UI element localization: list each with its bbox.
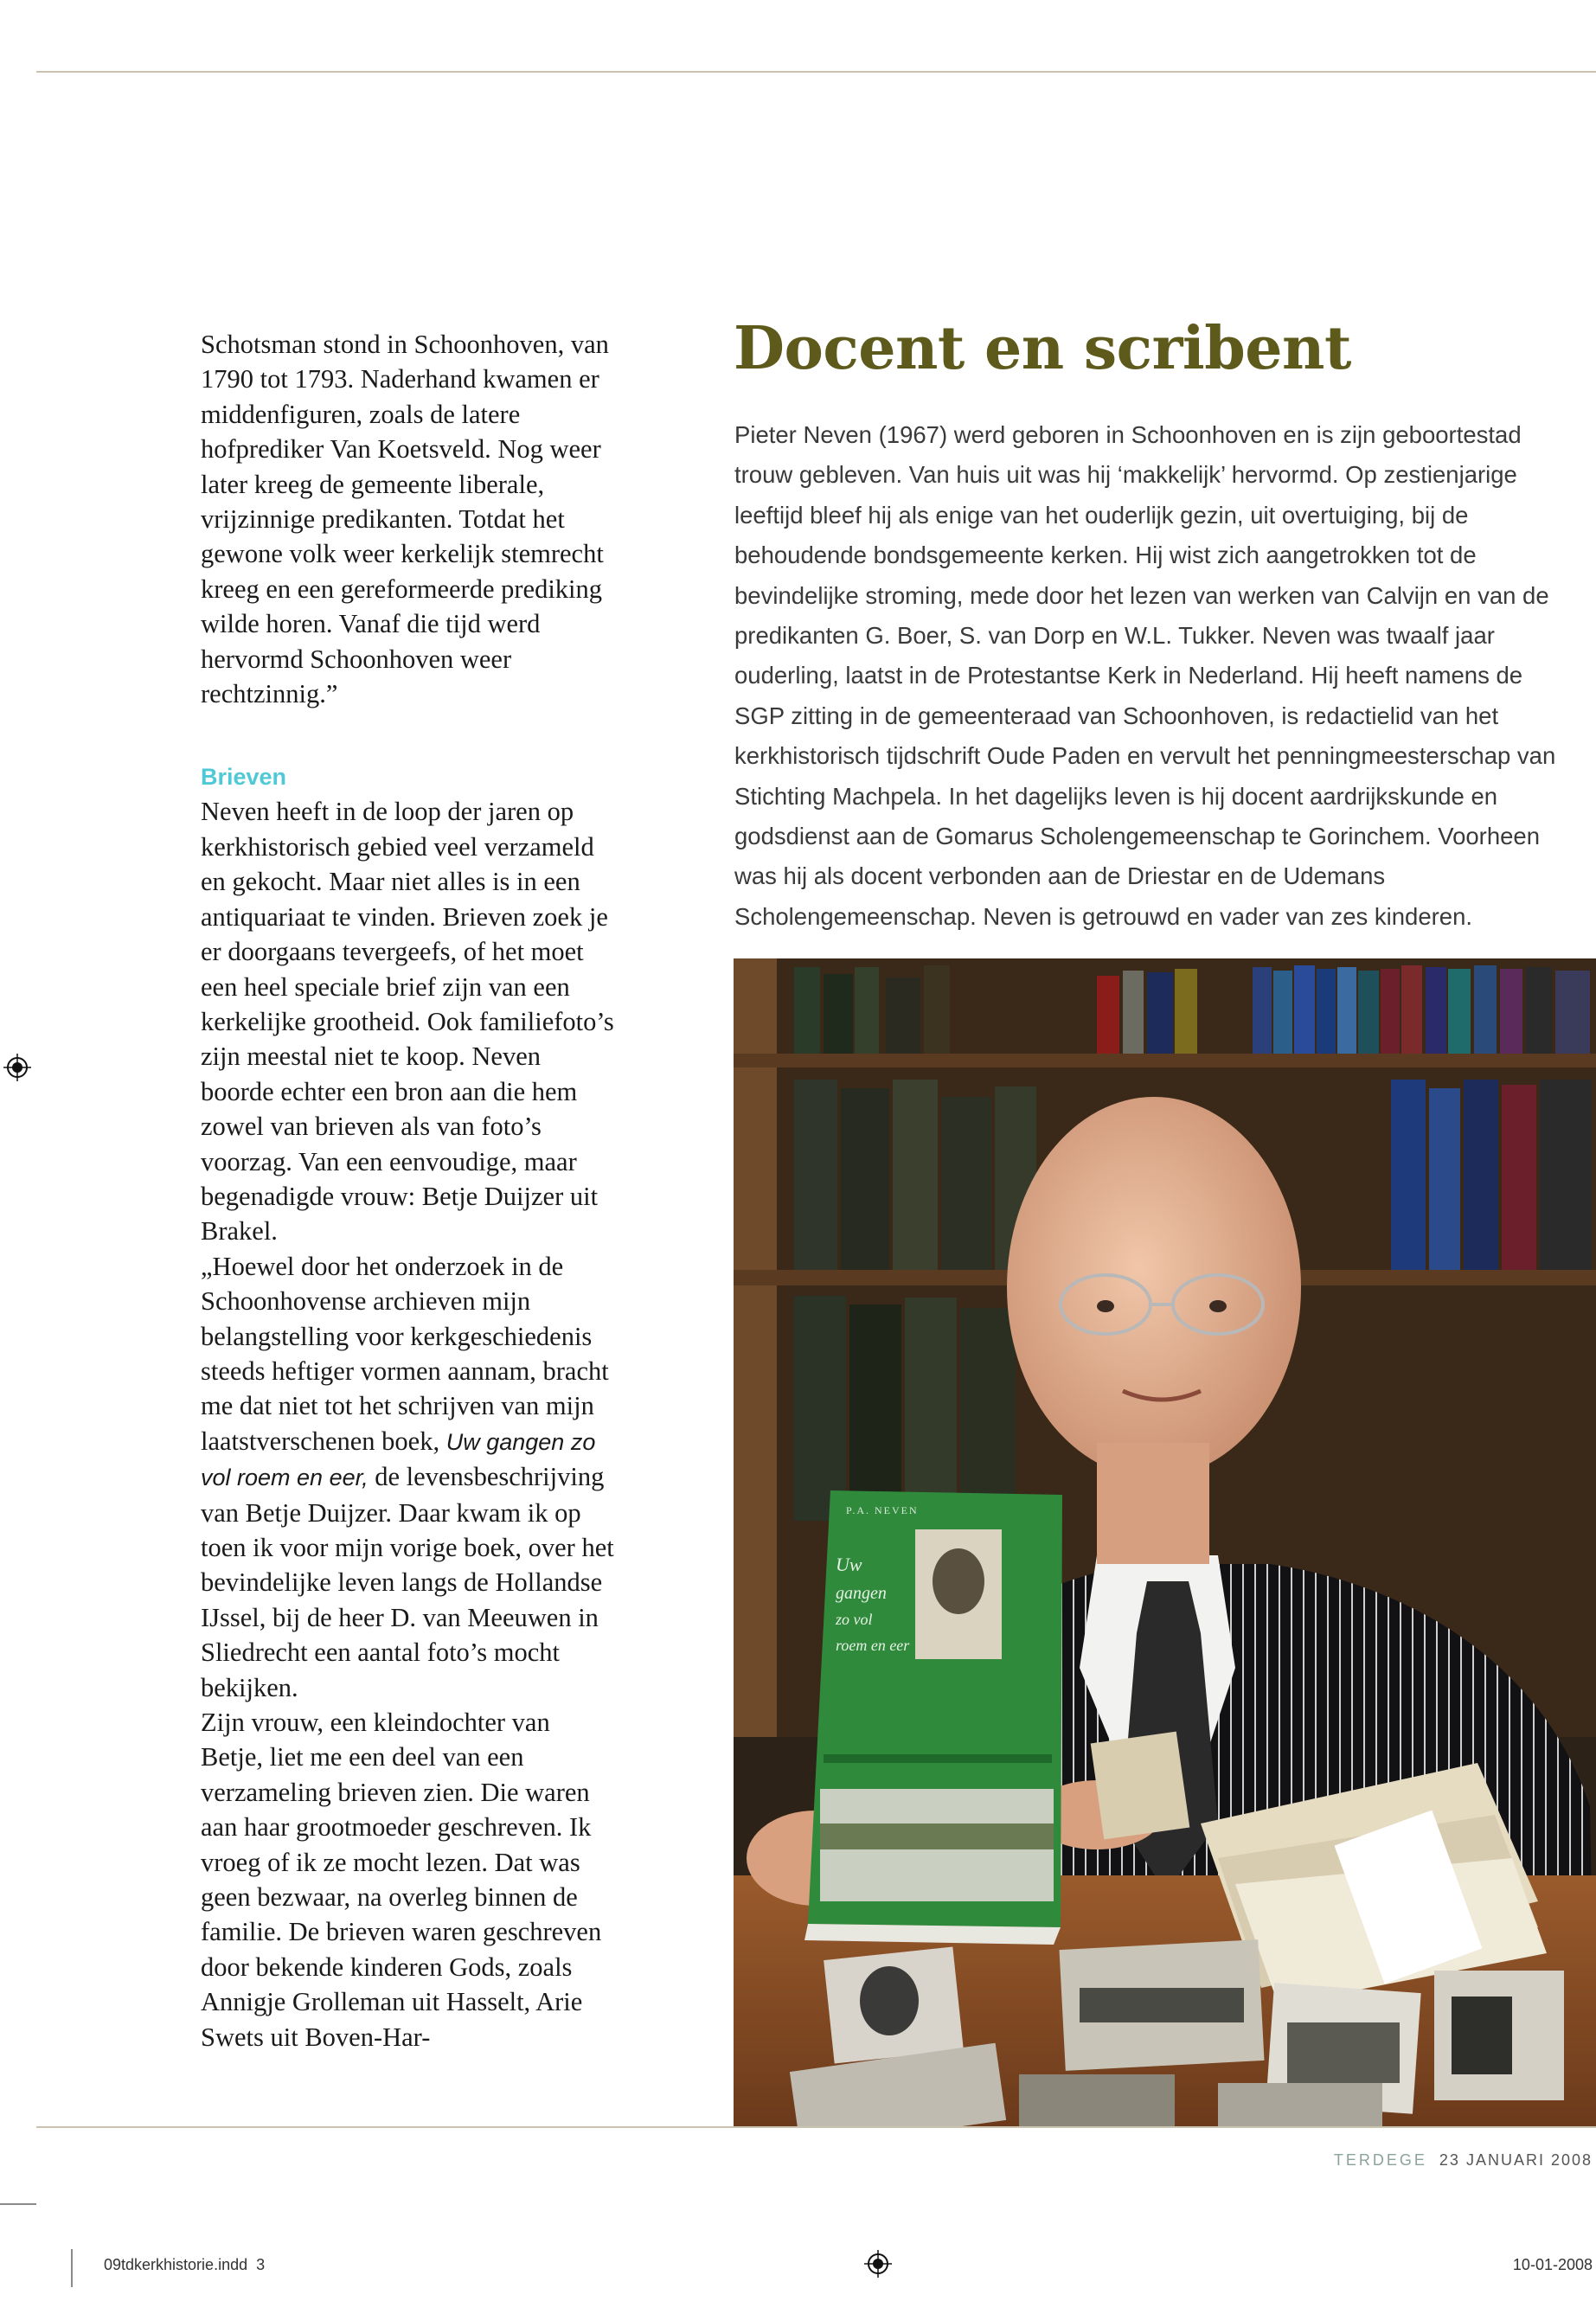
bottom-rule [36,2126,1596,2128]
body-text: de levensbeschrijving van Betje Duijzer. Daar kwam ik op toen ik voor mijn vorige boek, over het bevindelijke leven langs de Hollandse IJssel, bij de heer D. van Meeuwen in Sliedrecht een aantal foto’s mocht bekijken. [201,1462,614,1702]
registration-mark-icon [864,2250,892,2278]
portrait-photo [734,958,1596,2126]
intro-paragraph: Pieter Neven (1967) werd geboren in Schoonhoven en is zijn geboortestad trouw gebleven. Van huis uit was hij ‘makkelijk’ hervormd. Op zestienjarige leeftijd bleef hij als enige van het ouderlijk gezin, uit overtuiging, bij de behoudende bondsgemeente kerken. Hij wist zich aangetrokken tot de bevindelijke stroming, mede door het lezen van werken van Calvijn en van de predikanten G. Boer, S. van Dorp en W.L. Tukker. Neven was twaalf jaar ouderling, laatst in de Protestantse Kerk in Nederland. Hij heeft namens de SGP zitting in de gemeenteraad van Schoonhoven, is redactielid van het kerkhistorisch tijdschrift Oude Paden en vervult het penningmeesterschap van Stichting Machpela. In het dagelijks leven is hij docent aardrijkskunde en godsdienst aan de Gomarus Scholengemeenschap te Gorinchem. Voorheen was hij als docent verbonden aan de Driestar en de Udemans Scholengemeenschap. Neven is getrouwd en vader van zes kinderen. [734,421,1556,930]
book-title-line: gangen [836,1584,887,1603]
subheading: Brieven [201,764,287,791]
page-folio [1334,2151,1593,2170]
print-slug [104,2256,265,2274]
top-rule [36,71,1596,73]
held-photo [1091,1732,1190,1840]
book-title-line: zo vol [836,1611,873,1628]
book-title-italic: Uw gangen zo vol roem en eer, [201,1428,596,1491]
page-title: Docent en scribent [734,314,1351,383]
slug-date: 10-01-2008 [1512,2256,1593,2273]
book-title-line: roem en eer [836,1637,910,1654]
book-author: P.A. NEVEN [846,1504,919,1516]
crop-mark [0,2203,36,2205]
book-title-line: Uw [836,1554,862,1575]
body-paragraph: Schotsman stond in Schoonhoven, van 1790 tot 1793. Naderhand kwamen er middenfiguren, zoals de latere hofprediker Van Koetsveld. Nog weer later kreeg de gemeente liberale, vrijzinnige predikanten. Totdat het gewone volk weer kerkelijk stemrecht kreeg en een gereformeerde prediking wilde horen. Vanaf die tijd werd hervormd Schoonhoven weer rechtzinnig.” [201,330,609,709]
registration-mark-icon [3,1054,31,1081]
slug-page-number: 3 [256,2256,266,2273]
issue-date: 23 JANUARI 2008 [1439,2151,1593,2169]
body-paragraph: Neven heeft in de loop der jaren op kerkhistorisch gebied veel verzameld en gekocht. Maar niet alles is in een antiquariaat te vinden. Brieven zoek je er doorgaans tevergeefs, of het moet een heel speciale brief zijn van een kerkelijke grootheid. Ook familiefoto’s zijn meestal niet te koop. Neven boorde echter een bron aan die hem zowel van brieven als van foto’s voorzag. Van een eenvoudige, maar begenadigde vrouw: Betje Duijzer uit Brakel. [201,797,614,1247]
body-paragraph: Zijn vrouw, een kleindochter van Betje, liet me een deel van een verzameling brieven zien. Die waren aan haar grootmoeder geschreven. Ik vroeg of ik ze mocht lezen. Dat was geen bezwaar, na overleg binnen de familie. De brieven waren geschreven door bekende kinderen Gods, zoals Annigje Grolleman uit Hasselt, Arie Swets uit Boven-Har- [201,1708,602,2052]
body-paragraph [201,1249,614,1705]
book [804,1490,1062,1945]
slug-filename: 09tdkerkhistorie.indd [104,2256,248,2273]
photo-illustration [734,958,1596,2126]
body-text: „Hoewel door het onderzoek in de Schoonhovense archieven mijn belangstelling voor kerkgeschiedenis steeds heftiger vormen aannam, bracht me dat niet tot het schrijven van mijn laatstverschenen boek, [201,1251,609,1456]
crop-mark [71,2249,73,2287]
magazine-brand: TERDEGE [1333,2151,1427,2169]
left-column [201,327,614,2054]
